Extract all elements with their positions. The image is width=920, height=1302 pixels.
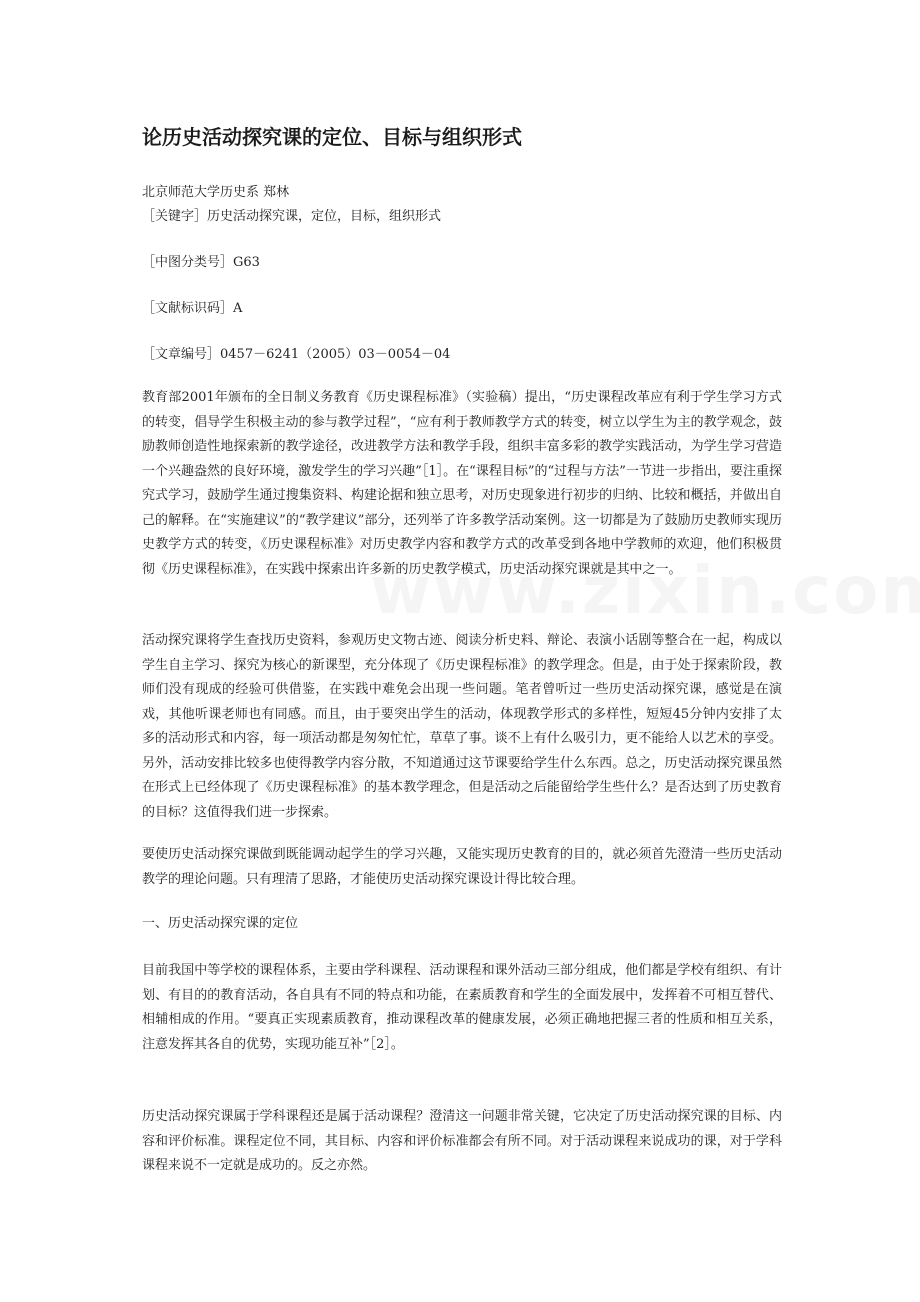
watermark (370, 552, 920, 629)
doc-code-line: ［文献标识码］A (142, 301, 243, 316)
paragraph-2: 活动探究课将学生查找历史资料，参观历史文物古迹、阅读分析史料、辩论、表演小话剧等整合在一起，构成以学生自主学习、探究为核心的新课型，充分体现了《历史课程标准》的教学理念。但是，由于处于探索阶段，教师们没有现成的经验可供借鉴，在实践中难免会出现一些问题。笔者曾听过一些历史活动探究课，感觉是在演戏，其他听课老师也有同感。而且，由于要突出学生的活动，体现教学形式的多样性，短短45分钟内安排了太多的活动形式和内容，每一项活动都是匆匆忙忙，草草了事。谈不上有什么吸引力，更不能给人以艺术的享受。另外，活动安排比较多也使得教学内容分散，不知道通过这节课要给学生什么东西。总之，历史活动探究课虽然在形式上已经体现了《历史课程标准》的基本教学理念，但是活动之后能留给学生些什么？是否达到了历史教育的目标？这值得我们进一步探索。 (142, 633, 782, 820)
keywords-line: ［关键字］历史活动探究课，定位，目标，组织形式 (142, 209, 442, 224)
paragraph-5: 历史活动探究课属于学科课程还是属于活动课程？澄清这一问题非常关键，它决定了历史活动探究课的目标、内容和评价标准。课程定位不同，其目标、内容和评价标准都会有所不同。对于活动课程来说成功的课，对于学科课程来说不一定就是成功的。反之亦然。 (142, 1109, 782, 1173)
section-heading: 一、历史活动探究课的定位 (142, 916, 299, 931)
document-title: 论历史活动探究课的定位、目标与组织形式 (142, 125, 522, 149)
paragraph-4: 目前我国中等学校的课程体系，主要由学科课程、活动课程和课外活动三部分组成，他们都是学校有组织、有计划、有目的的教育活动，各自具有不同的特点和功能，在素质教育和学生的全面发展中，发挥着不可相互替代、相辅相成的作用。“要真正实现素质教育，推动课程改革的健康发展，必须正确地把握三者的性质和相互关系，注意发挥其各自的优势，实现功能互补”［2］。 (142, 963, 782, 1052)
paragraph-3: 要使历史活动探究课做到既能调动起学生的学习兴趣，又能实现历史教育的目的，就必须首先澄清一些历史活动教学的理论问题。只有理清了思路，才能使历史活动探究课设计得比较合理。 (142, 847, 782, 887)
paragraph-1: 教育部2001年颁布的全日制义务教育《历史课程标准》（实验稿）提出，“历史课程改革应有利于学生学习方式的转变，倡导学生积极主动的参与教学过程”，“应有利于教师教学方式的转变，树立以学生为主的教学观念，鼓励教师创造性地探索新的教学途径，改进教学方法和教学手段，组织丰富多彩的教学实践活动，为学生学习营造一个兴趣盎然的良好环境，激发学生的学习兴趣”［1］。在“课程目标”的“过程与方法”一节进一步指出，要注重探究式学习，鼓励学生通过搜集资料、构建论据和独立思考，对历史现象进行初步的归纳、比较和概括，并做出自己的解释。在“实施建议”的“教学建议”部分，还列举了许多教学活动案例。这一切都是为了鼓励历史教师实现历史教学方式的转变，《历史课程标准》对历史教学内容和教学方式的改革受到各地中学教师的欢迎，他们积极贯彻《历史课程标准》，在实践中探索出许多新的历史教学模式，历史活动探究课就是其中之一。 (142, 390, 782, 577)
author-line: 北京师范大学历史系 郑林 (142, 185, 290, 200)
article-number-line: ［文章编号］0457－6241（2005）03－0054－04 (142, 347, 451, 362)
clc-line: ［中图分类号］G63 (142, 255, 260, 270)
